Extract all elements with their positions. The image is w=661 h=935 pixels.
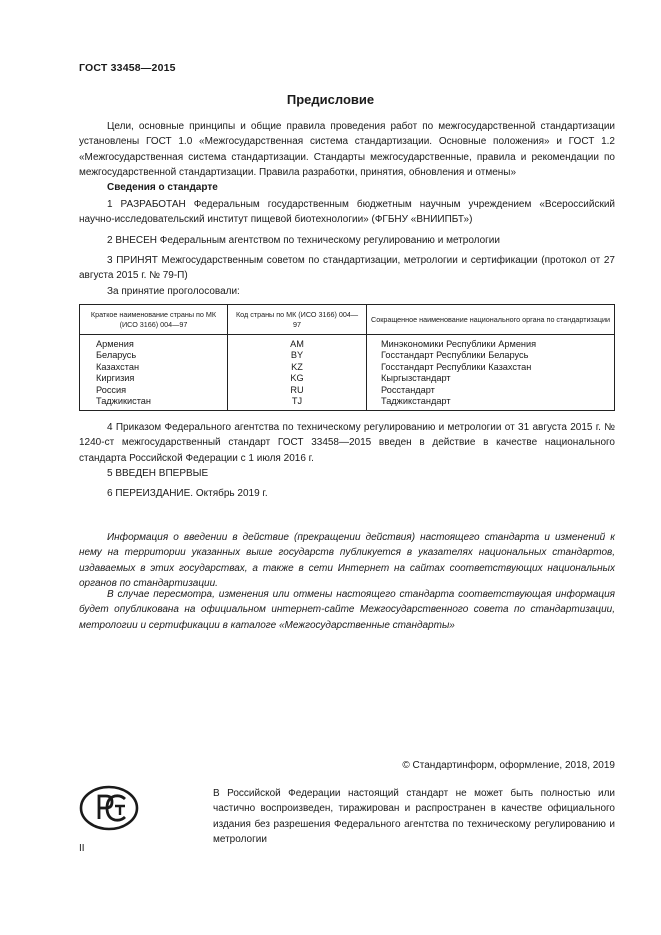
copyright-line: © Стандартинформ, оформление, 2018, 2019 <box>402 760 615 771</box>
page-number: II <box>79 843 85 854</box>
info-heading: Сведения о стандарте <box>107 182 218 193</box>
info-notice: Информация о введении в действие (прекращении действия) настоящего стандарта и изменений к нему на территории указанных выше государств публикуется в указателях национальных стандартов, издаваемых в этих государствах, а также в сети Интернет на сайтах соответствующих национальных органов по стандартизации. <box>79 532 615 590</box>
body-cell: Минэкономики Республики Армения <box>367 335 615 351</box>
country-cell: Казахстан <box>80 362 228 373</box>
code-cell: TJ <box>228 396 367 411</box>
page-title: Предисловие <box>286 92 375 107</box>
table-row <box>80 362 615 373</box>
vote-table-header-body: Сокращенное наименование национального органа по стандартизации <box>367 305 615 335</box>
table-row <box>80 350 615 361</box>
body-cell: Росстандарт <box>367 385 615 396</box>
page-header-standard: ГОСТ 33458—2015 <box>79 62 176 74</box>
table-row <box>80 396 615 411</box>
vote-table-header-country: Краткое наименование страны по МК (ИСО 3166) 004—97 <box>80 305 228 335</box>
vote-table-header-row <box>80 305 615 335</box>
code-cell: KZ <box>228 362 367 373</box>
country-cell: Киргизия <box>80 373 228 384</box>
body-cell: Госстандарт Республики Казахстан <box>367 362 615 373</box>
rst-certification-mark-icon <box>79 784 139 832</box>
revision-notice: В случае пересмотра, изменения или отмены настоящего стандарта соответствующая информация будет опубликована на официальном интернет-сайте Межгосударственного совета по стандартизации, метрологии и сертификации в каталоге «Межгосударственные стандарты» <box>79 589 615 631</box>
vote-table <box>79 304 615 411</box>
item-3-adopted: 3 ПРИНЯТ Межгосударственным советом по стандартизации, метрологии и сертификации (протокол от 27 августа 2015 г. № 79-П) <box>79 255 615 282</box>
code-cell: AM <box>228 335 367 351</box>
vote-table-header-code: Код страны по МК (ИСО 3166) 004—97 <box>228 305 367 335</box>
item-5-first-introduced: 5 ВВЕДЕН ВПЕРВЫЕ <box>107 468 209 479</box>
goals-paragraph: Цели, основные принципы и общие правила проведения работ по межгосударственной стандартизации установлены ГОСТ 1.0 «Межгосударственная система стандартизации. Основные положения» и ГОСТ 1.2 «Межгосударственная система стандартизации. Стандарты межгосударственные, правила и рекомендации по межгосударственной стандартизации. Правила разработки, принятия, обновления и отмены» <box>79 121 615 179</box>
code-cell: KG <box>228 373 367 384</box>
country-cell: Беларусь <box>80 350 228 361</box>
table-row <box>80 385 615 396</box>
country-cell: Россия <box>80 385 228 396</box>
vote-intro: За принятие проголосовали: <box>107 286 240 297</box>
table-row <box>80 335 615 351</box>
item-2-introduced: 2 ВНЕСЕН Федеральным агентством по техническому регулированию и метрологии <box>107 235 500 246</box>
item-4-order: 4 Приказом Федерального агентства по техническому регулированию и метрологии от 31 августа 2015 г. № 1240-ст межгосударственный стандарт ГОСТ 33458—2015 введен в действие в качестве национального стандарта Российской Федерации с 1 июля 2016 г. <box>79 422 615 464</box>
body-cell: Кыргызстандарт <box>367 373 615 384</box>
code-cell: RU <box>228 385 367 396</box>
rf-reproduction-notice: В Российской Федерации настоящий стандарт не может быть полностью или частично воспроизведен, тиражирован и распространен в качестве официального издания без разрешения Федерального агентства по техническому регулированию и метрологии <box>213 788 615 846</box>
body-cell: Госстандарт Республики Беларусь <box>367 350 615 361</box>
country-cell: Таджикистан <box>80 396 228 411</box>
item-1-developed: 1 РАЗРАБОТАН Федеральным государственным бюджетным научным учреждением «Всероссийский научно-исследовательский институт пищевой биотехнологии» (ФГБНУ «ВНИИПБТ») <box>79 199 615 226</box>
country-cell: Армения <box>80 335 228 351</box>
body-cell: Таджикстандарт <box>367 396 615 411</box>
table-row <box>80 373 615 384</box>
code-cell: BY <box>228 350 367 361</box>
item-6-reissue: 6 ПЕРЕИЗДАНИЕ. Октябрь 2019 г. <box>107 488 268 499</box>
